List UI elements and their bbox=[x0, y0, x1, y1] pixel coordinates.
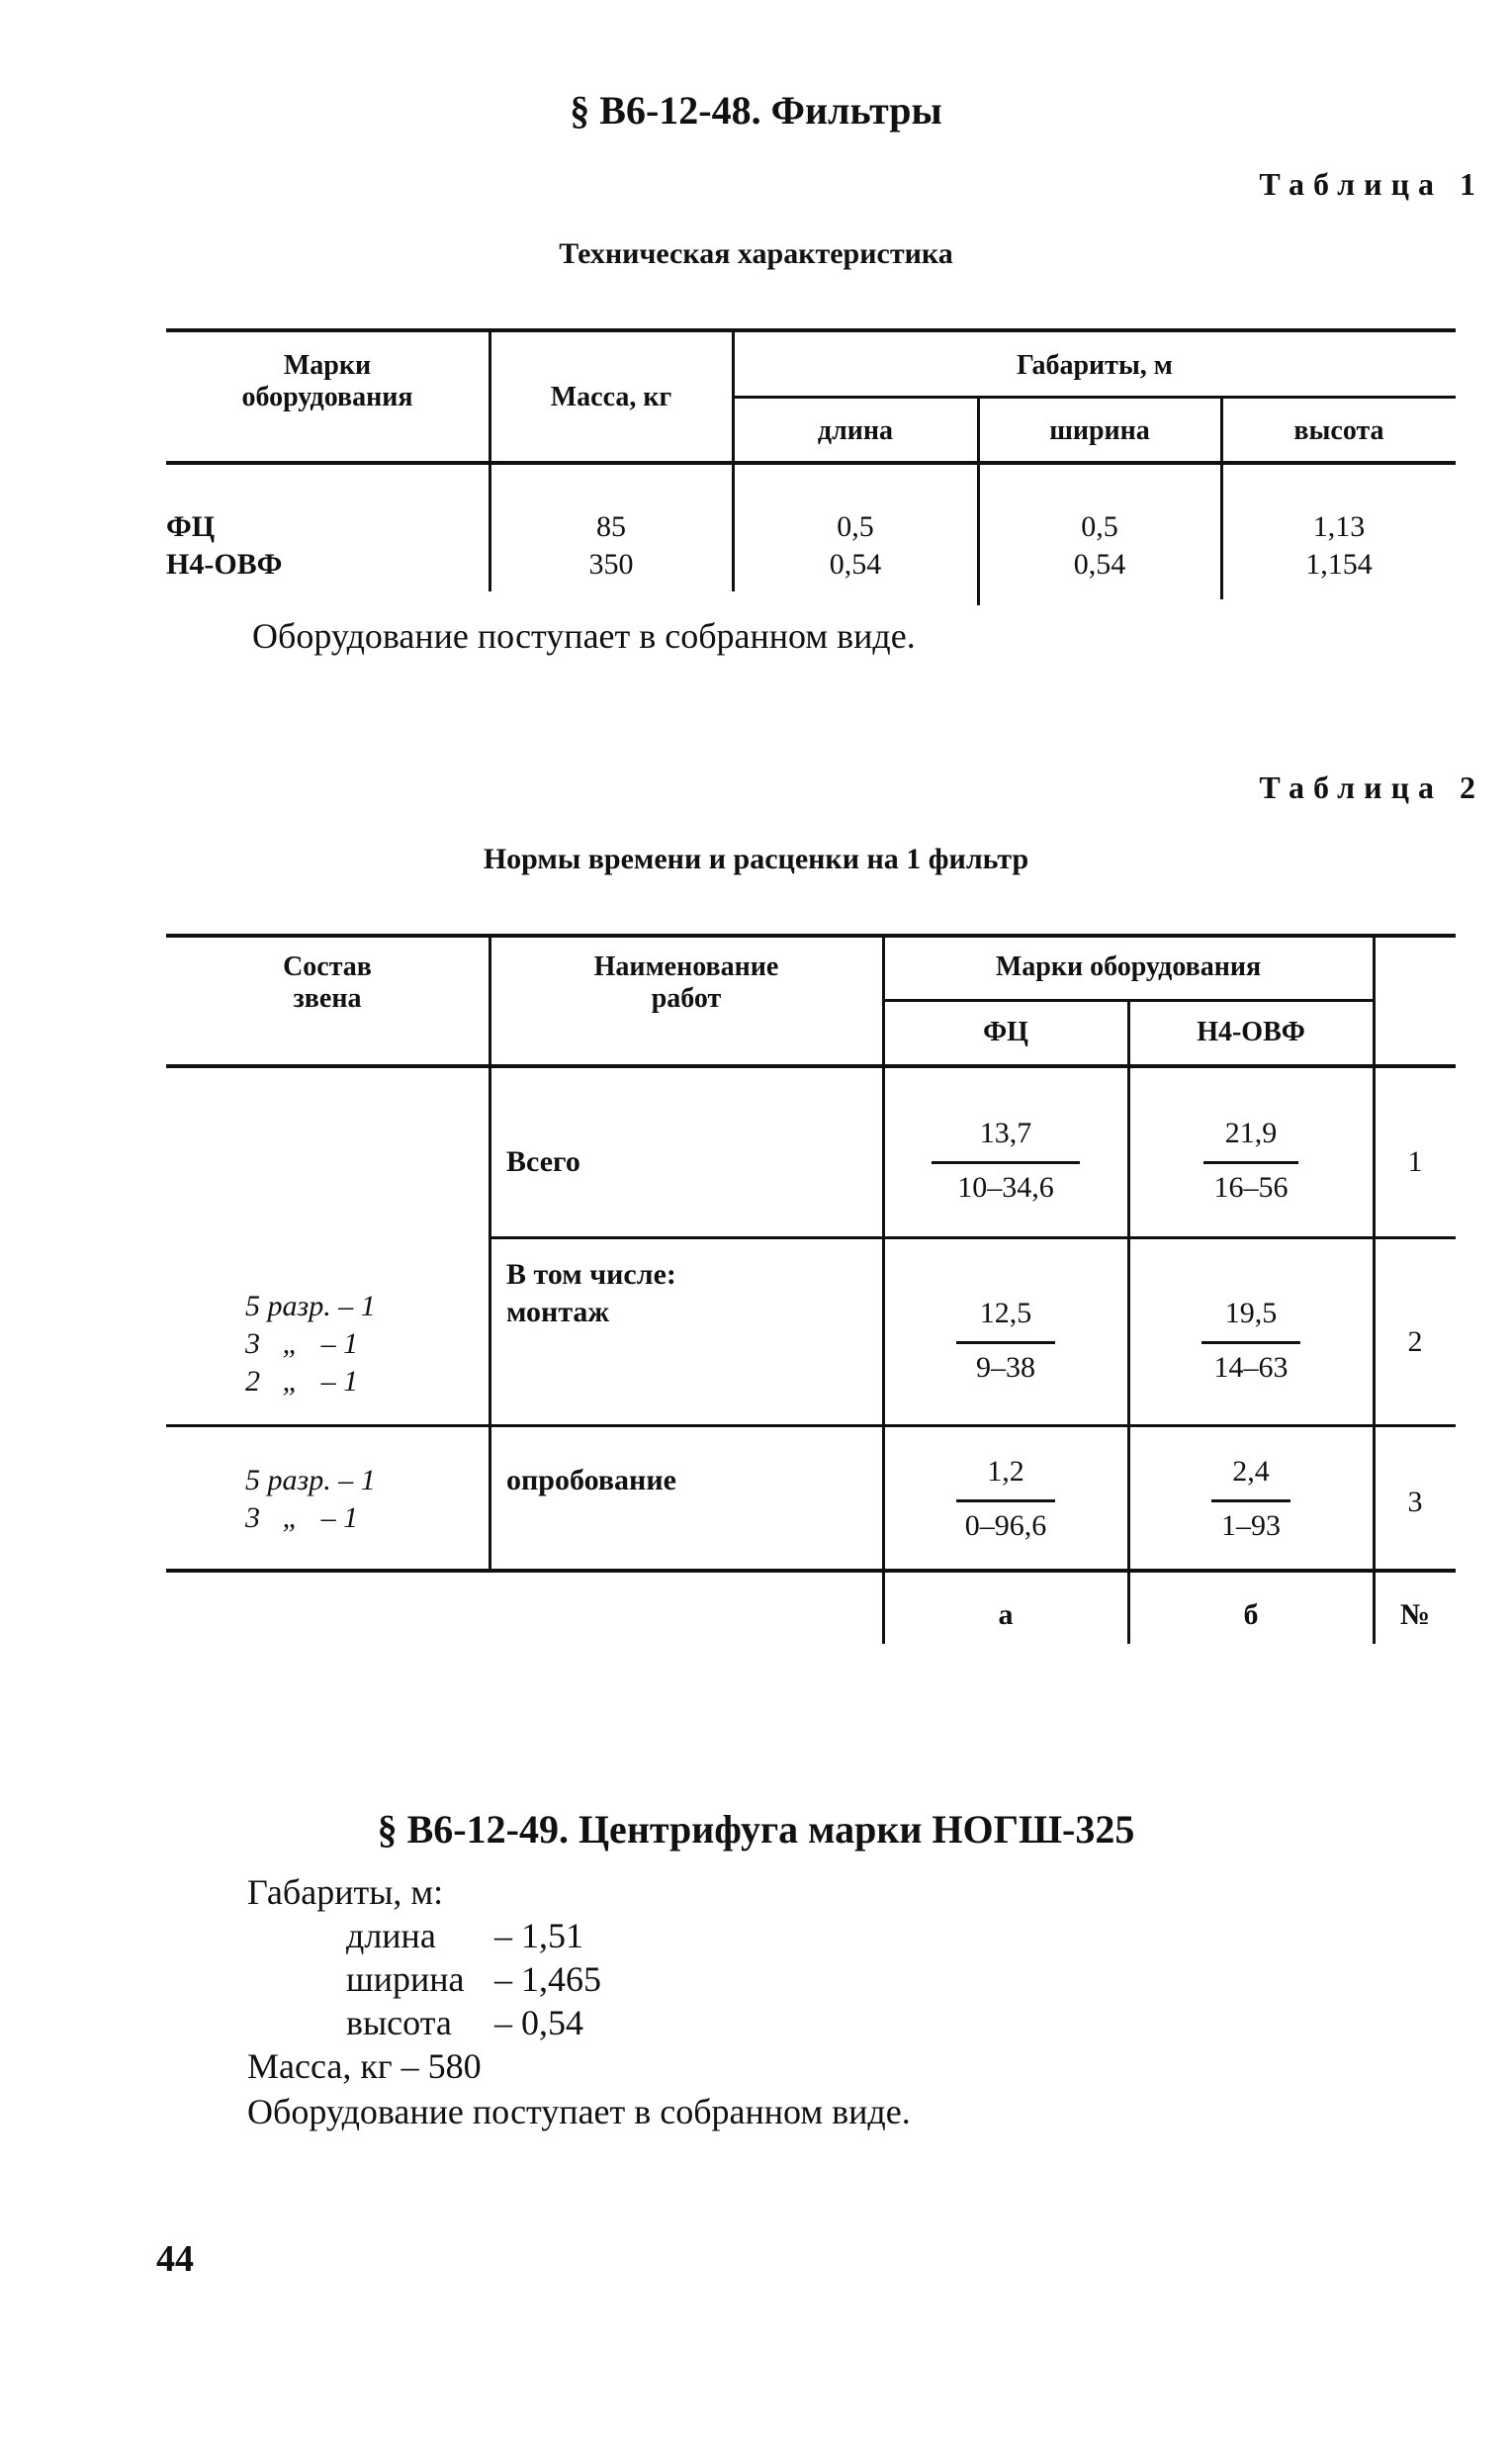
table2-crew: 5 разр. – 1 3 „ – 1 bbox=[245, 1464, 376, 1534]
table2-row-rule bbox=[489, 1236, 1456, 1239]
table1-header-brand: Марки оборудования bbox=[241, 350, 413, 412]
table1-cell-width: 0,5 bbox=[1081, 510, 1118, 543]
dim-height-value: – 0,54 bbox=[494, 2003, 583, 2042]
norm-rate: 9–38 bbox=[976, 1351, 1035, 1384]
table2-header-n4: Н4-ОВФ bbox=[1197, 1017, 1305, 1047]
table2-top-rule bbox=[166, 934, 1456, 938]
table1-header-height: высота bbox=[1293, 415, 1384, 446]
table1-header-length: длина bbox=[817, 415, 894, 446]
table2-col-divider bbox=[489, 936, 491, 1571]
table2-work-mounting: В том числе: монтаж bbox=[506, 1258, 676, 1328]
norm-time: 12,5 bbox=[979, 1297, 1032, 1329]
norm-rate: 1–93 bbox=[1221, 1509, 1281, 1542]
table2-norm-fc bbox=[884, 1116, 1127, 1206]
table1-cell-width: 0,54 bbox=[1073, 548, 1126, 581]
page-number: 44 bbox=[156, 2238, 194, 2280]
section-title-filters: § В6-12-48. Фильтры bbox=[570, 88, 942, 133]
table2-row-number: 3 bbox=[1407, 1486, 1423, 1518]
dim-height-name: высота bbox=[346, 2003, 452, 2042]
table1-cell-height: 1,154 bbox=[1305, 548, 1373, 581]
table1-header-rule bbox=[166, 461, 1456, 465]
norm-time: 13,7 bbox=[979, 1117, 1032, 1149]
fraction-bar bbox=[956, 1341, 1055, 1344]
table2-norm-fc bbox=[884, 1454, 1127, 1544]
table2-header-rule bbox=[166, 1064, 1456, 1068]
norm-time: 1,2 bbox=[987, 1455, 1024, 1488]
table2-footer-b: б bbox=[1243, 1598, 1259, 1631]
section-title-centrifuge: § В6-12-49. Центрифуга марки НОГШ-325 bbox=[377, 1807, 1135, 1852]
table2-norm-n4 bbox=[1129, 1296, 1373, 1386]
table1-header-width: ширина bbox=[1049, 415, 1150, 446]
table2-col-divider bbox=[1373, 936, 1376, 1644]
table1-cell-height: 1,13 bbox=[1312, 510, 1366, 543]
norm-time: 2,4 bbox=[1232, 1455, 1270, 1488]
table1-cell-length: 0,5 bbox=[837, 510, 874, 543]
table2-footer-no: № bbox=[1399, 1598, 1431, 1631]
table2-label: Таблица 2 bbox=[1259, 769, 1484, 805]
table2-header-brands: Марки оборудования bbox=[995, 951, 1262, 982]
table1-cell-mass: 85 bbox=[596, 510, 626, 543]
table2-row-rule bbox=[166, 1424, 1456, 1427]
table2-work-testing: опробование bbox=[506, 1464, 676, 1496]
table2-header-crew: Состав звена bbox=[283, 951, 372, 1014]
table2-row-number: 1 bbox=[1407, 1145, 1423, 1178]
table1-header-mass: Масса, кг bbox=[550, 382, 672, 412]
table1-dims-rule bbox=[734, 396, 1456, 399]
table2-norm-n4 bbox=[1129, 1116, 1373, 1206]
table1-label: Таблица 1 bbox=[1259, 166, 1484, 202]
norm-time: 19,5 bbox=[1224, 1297, 1278, 1329]
table1-top-rule bbox=[166, 328, 1456, 332]
table1-note: Оборудование поступает в собранном виде. bbox=[252, 616, 916, 656]
dim-length-value: – 1,51 bbox=[494, 1916, 583, 1955]
table2-header-work: Наименование работ bbox=[593, 951, 779, 1014]
table1-cell-brand: Н4-ОВФ bbox=[166, 548, 283, 581]
section2-note: Оборудование поступает в собранном виде. bbox=[247, 2092, 911, 2131]
dim-width-name: ширина bbox=[346, 1959, 465, 1999]
table2-crew: 5 разр. – 1 3 „ – 1 2 „ – 1 bbox=[245, 1290, 376, 1398]
norm-rate: 16–56 bbox=[1213, 1171, 1289, 1204]
table2-caption: Нормы времени и расценки на 1 фильтр bbox=[483, 843, 1029, 875]
norm-rate: 0–96,6 bbox=[964, 1509, 1047, 1542]
table2-norm-n4 bbox=[1129, 1454, 1373, 1544]
norm-rate: 14–63 bbox=[1213, 1351, 1289, 1384]
norm-rate: 10–34,6 bbox=[957, 1171, 1054, 1204]
table2-norm-fc bbox=[884, 1296, 1127, 1386]
fraction-bar bbox=[1203, 1161, 1298, 1164]
table1-cell-length: 0,54 bbox=[829, 548, 882, 581]
dims-label: Габариты, м: bbox=[247, 1872, 444, 1912]
fraction-bar bbox=[1201, 1341, 1300, 1344]
fraction-bar bbox=[1211, 1499, 1290, 1502]
fraction-bar bbox=[956, 1499, 1055, 1502]
table1-header-dims: Габариты, м bbox=[1017, 350, 1173, 381]
table1-cell-brand: ФЦ bbox=[166, 510, 216, 543]
table1-caption: Техническая характеристика bbox=[559, 237, 953, 270]
fraction-bar bbox=[932, 1161, 1080, 1164]
table2-work-total: Всего bbox=[506, 1145, 580, 1178]
table1-cell-mass: 350 bbox=[588, 548, 634, 581]
dim-length-name: длина bbox=[346, 1916, 436, 1955]
table2-bottom-rule bbox=[166, 1569, 1456, 1573]
dim-width-value: – 1,465 bbox=[494, 1959, 601, 1999]
table2-footer-a: а bbox=[998, 1598, 1014, 1631]
table2-header-fc: ФЦ bbox=[983, 1017, 1028, 1047]
table2-row-number: 2 bbox=[1407, 1325, 1423, 1358]
mass-line: Масса, кг – 580 bbox=[247, 2046, 482, 2086]
norm-time: 21,9 bbox=[1224, 1117, 1278, 1149]
